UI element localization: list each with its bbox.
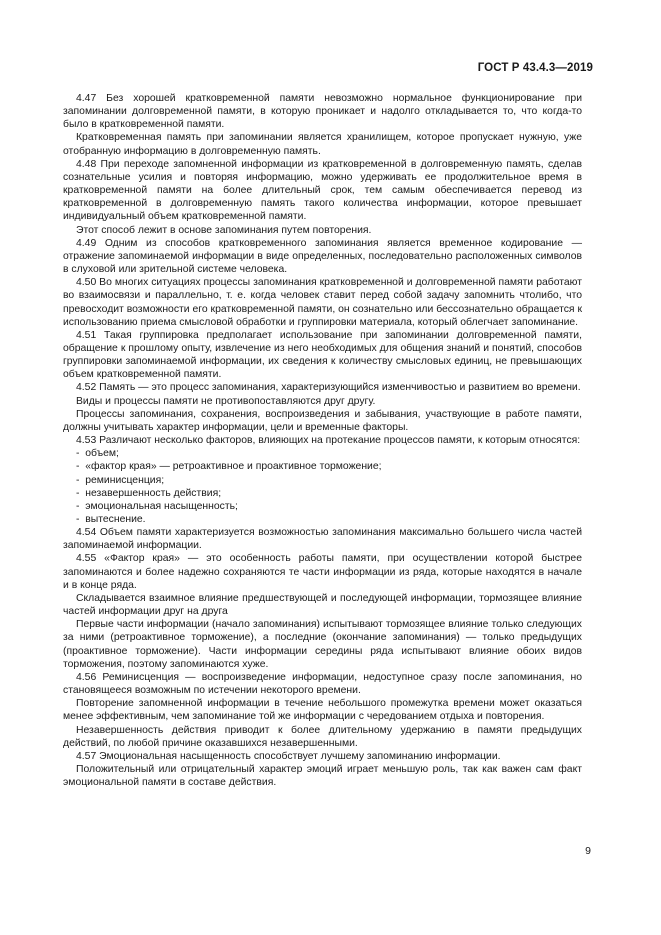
list-item: - эмоциональная насыщенность; — [63, 500, 582, 513]
paragraph: 4.54 Объем памяти характеризуется возможностью запоминания максимально большего числа частей запоминаемой информации. — [63, 527, 582, 552]
paragraph: 4.48 При переходе запомненной информации из кратковременной в долговременную память, сделав сознательные усилия и повторяя информацию, можно удерживать ее продолжительное время в кратковременной памяти на более длительный срок, тем самым обеспечивается перевод из кратковременной в долговременную память такого количества информации, которое превышает индивидуальный объем кратковременной памяти. — [63, 158, 582, 223]
list-item: - объем; — [63, 447, 582, 460]
paragraph: 4.49 Одним из способов кратковременного запоминания является временное кодирование — отражение запоминаемой информации в виде определенных, последовательно расположенных символов в слуховой или зрительной системе человека. — [63, 237, 582, 276]
paragraph: Первые части информации (начало запоминания) испытывают тормозящее влияние только следующих за ними (ретроактивное торможение), а последние (окончание запоминания) — только предыдущих (проактивное торможение). Части информации середины ряда испытывают влияние обоих видов торможения, поэтому запоминаются хуже. — [63, 619, 582, 670]
factors-list — [63, 447, 582, 526]
paragraph: 4.50 Во многих ситуациях процессы запоминания кратковременной и долговременной памяти работают во взаимосвязи и параллельно, т. е. когда человек ставит перед собой задачу запомнить чтолибо, что превосходит возможности его кратковременной памяти, он сознательно или бессознательно обращается к использованию приема смысловой обработки и группировки материала, который облегчает запоминание. — [63, 277, 582, 328]
list-item: - незавершенность действия; — [63, 487, 582, 500]
standard-header: ГОСТ Р 43.4.3—2019 — [477, 62, 593, 74]
paragraph: 4.56 Реминисценция — воспроизведение информации, недоступное сразу после запоминания, но становящееся возможным по истечении некоторого времени. — [63, 671, 582, 697]
paragraph: 4.52 Память — это процесс запоминания, характеризующийся изменчивостью и развитием во времени. — [76, 382, 581, 394]
paragraph: Этот способ лежит в основе запоминания путем повторения. — [76, 224, 372, 236]
paragraph: 4.47 Без хорошей кратковременной памяти невозможно нормальное функционирование при запоминании долговременной памяти, в которую проникает и надолго откладывается то, что когда-то было в кратковременной памяти. — [63, 93, 582, 131]
paragraph: Процессы запоминания, сохранения, воспроизведения и забывания, участвующие в работе памяти, должны учитывать характер информации, цели и временные факторы. — [63, 408, 582, 433]
paragraph: 4.53 Различают несколько факторов, влияющих на протекание процессов памяти, к которым относятся: — [76, 435, 581, 447]
list-item: - вытеснение. — [63, 513, 582, 526]
paragraph: Незавершенность действия приводит к более длительному удержанию в памяти предыдущих действий, по любой причине оказавшихся незавершенными. — [63, 724, 582, 749]
paragraph: Положительный или отрицательный характер эмоций играет меньшую роль, так как важен сам факт эмоциональной памяти в составе действия. — [63, 763, 582, 789]
list-item: - реминисценция; — [63, 474, 582, 487]
list-item: - «фактор края» — ретроактивное и проактивное торможение; — [63, 460, 582, 473]
paragraph: 4.55 «Фактор края» — это особенность работы памяти, при осуществлении которой быстрее запоминаются и более надежно сохраняются те части информации из ряда, которые находятся в начале и в конце ряда. — [63, 553, 582, 591]
paragraph: 4.57 Эмоциональная насыщенность способствует лучшему запоминанию информации. — [76, 750, 501, 762]
paragraph: Кратковременная память при запоминании является хранилищем, которое пропускает нужную, уже отобранную информацию в долговременную память. — [63, 132, 582, 157]
paragraph: Складывается взаимное влияние предшествующей и последующей информации, тормозящее влияние частей информации друг на друга — [63, 592, 582, 618]
paragraph: Повторение запомненной информации в течение небольшого промежутка времени может оказаться менее эффективным, чем запоминание той же информации с чередованием отдыха и повторения. — [63, 698, 582, 723]
paragraph: Виды и процессы памяти не противопоставляются друг другу. — [76, 395, 376, 407]
page-number: 9 — [585, 845, 591, 857]
paragraph: 4.51 Такая группировка предполагает использование при запоминании долговременной памяти, обращение к прошлому опыту, извлечение из него необходимых для общения знаний и понятий, способов группировки запоминаемой информации, их сведения к количеству смысловых единиц, не превышающих объем кратковременной памяти. — [63, 329, 582, 381]
document-body — [63, 92, 582, 789]
